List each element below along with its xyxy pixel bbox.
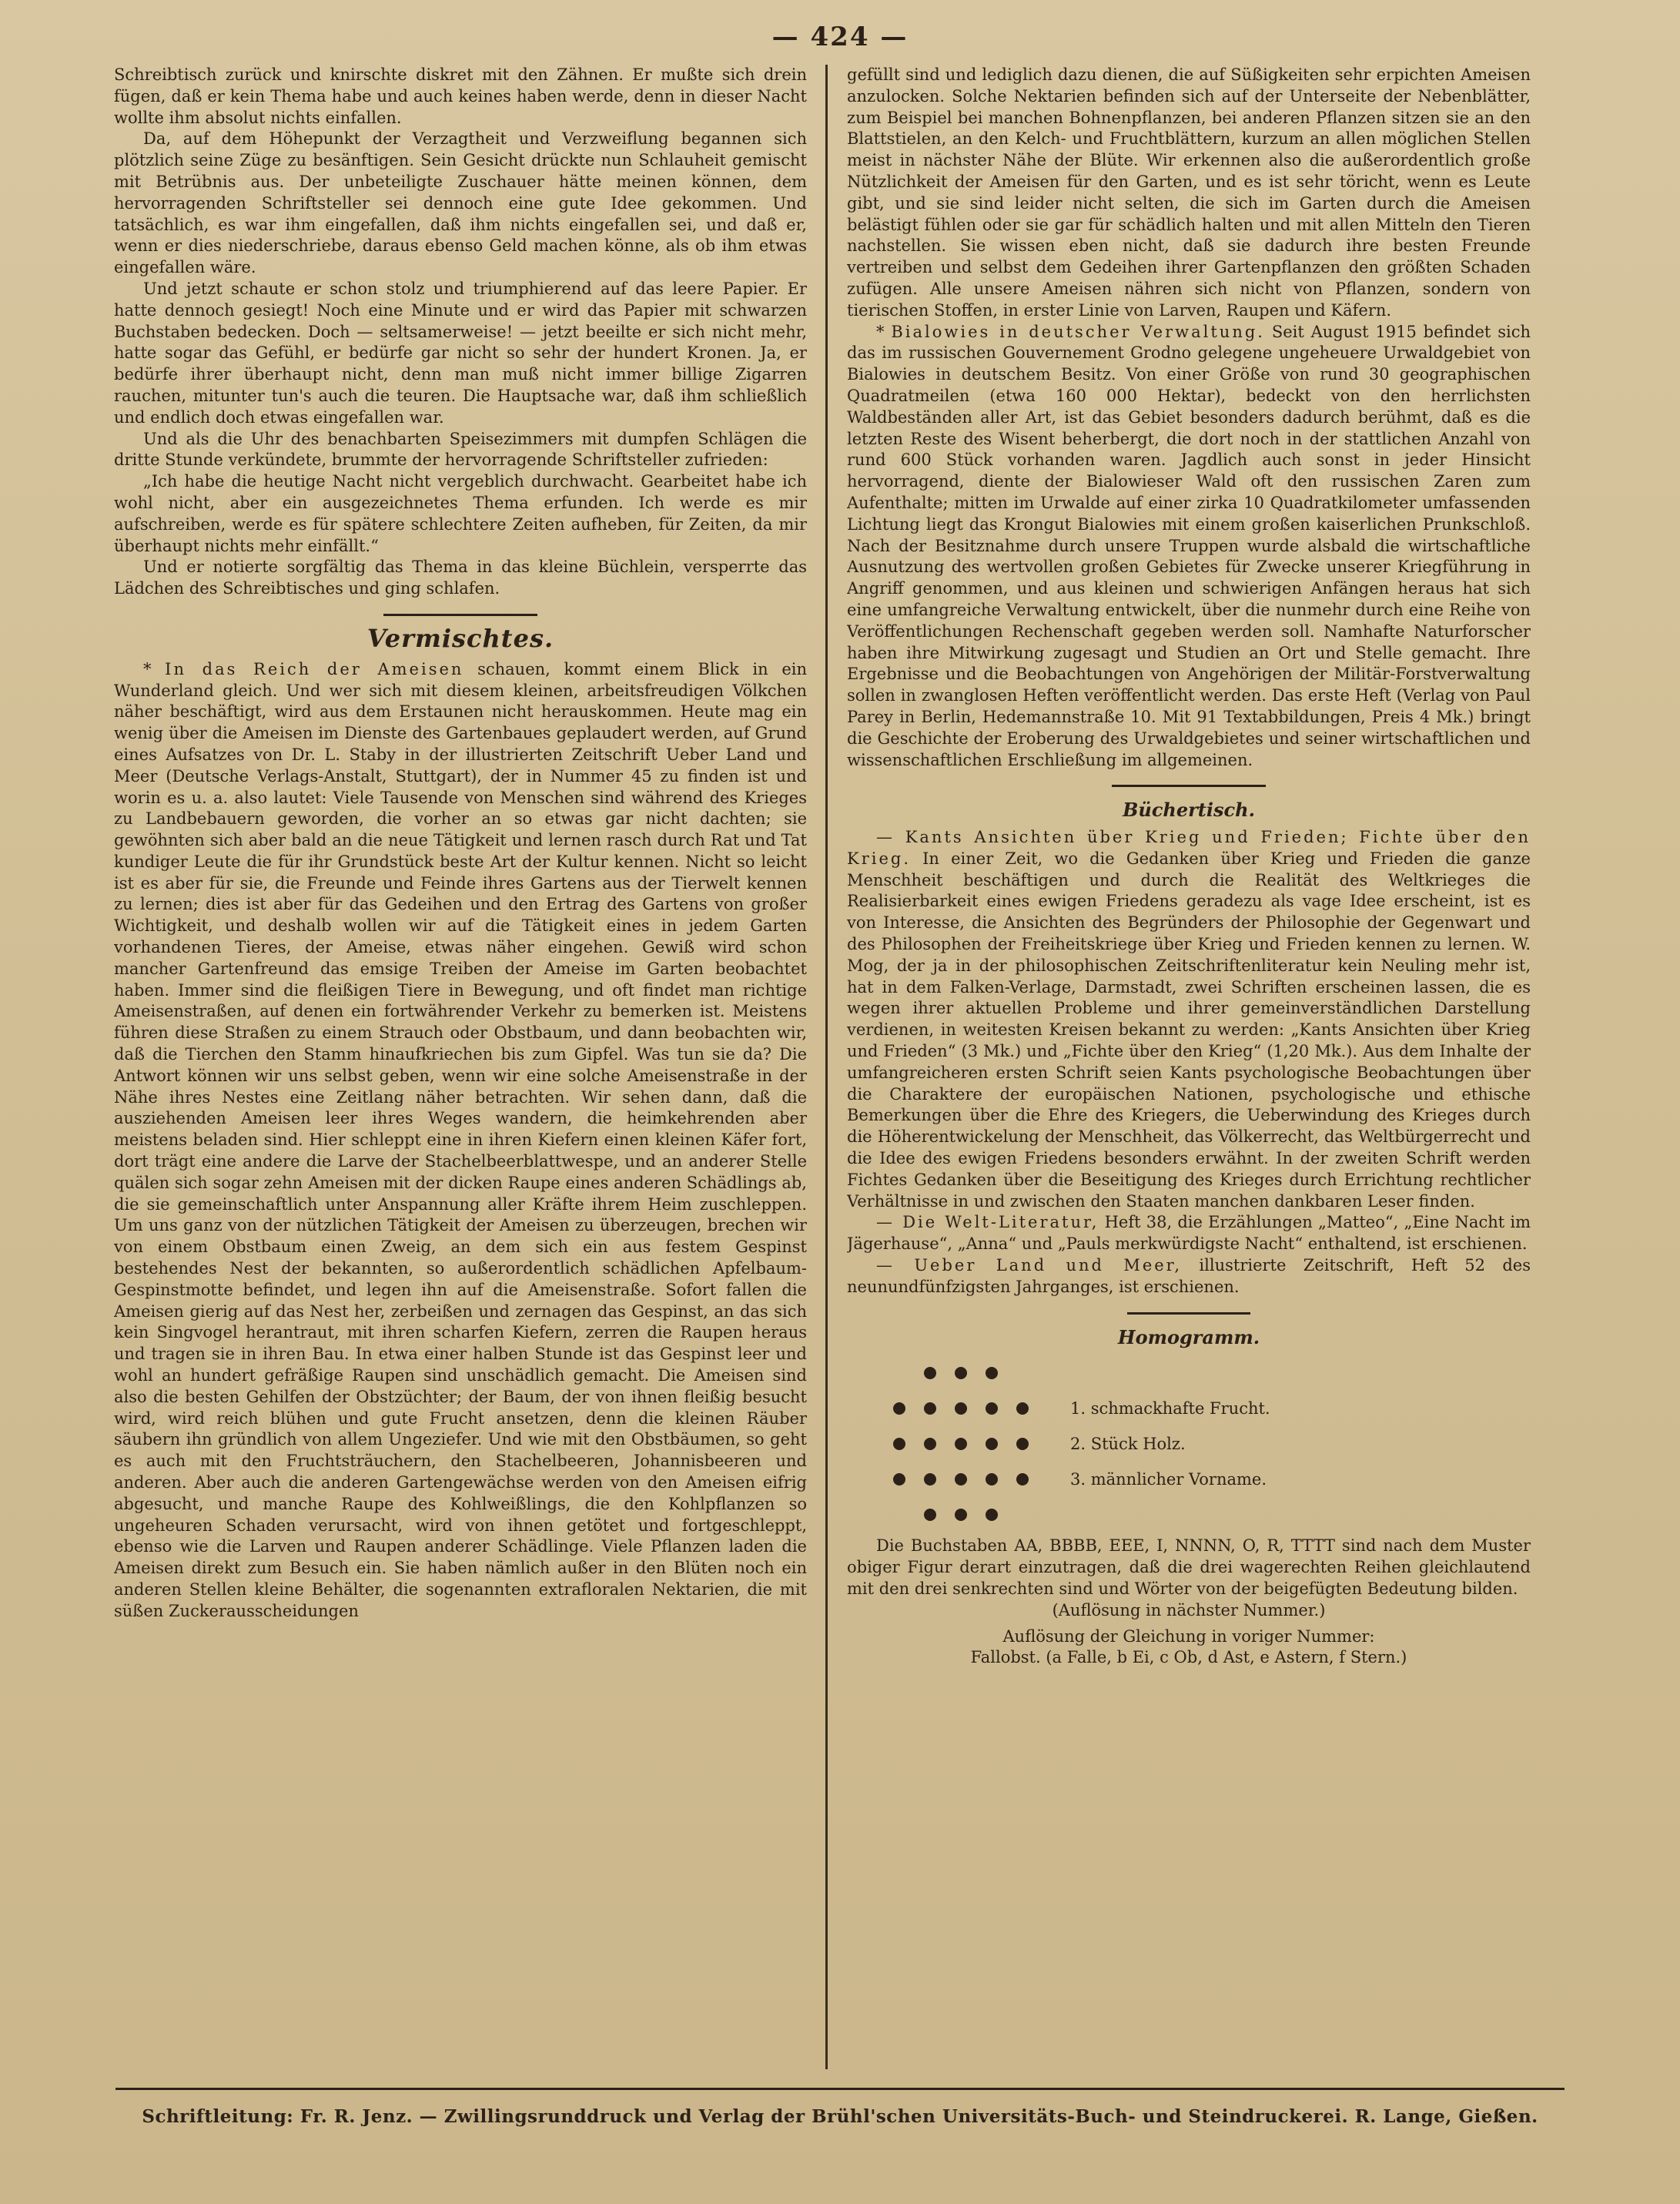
homogramm-dots	[893, 1473, 1070, 1486]
homogramm-instructions: Die Buchstaben AA, BBBB, EEE, I, NNNN, O, R, TTTT sind nach dem Muster obiger Figur derart einzutragen, daß die drei wagerechten Reihen gleichlautend mit den drei senkrechten sind und Wörter von der beigefügten Bedeutung bilden.	[847, 1536, 1531, 1599]
homogramm-clue: 2. Stück Holz.	[1070, 1434, 1186, 1453]
review-title: — Die Welt-Literatur,	[876, 1213, 1099, 1232]
letter-dot	[986, 1402, 998, 1415]
imprint-footer: Schriftleitung: Fr. R. Jenz. — Zwillingsrunddruck und Verlag der Brühl'schen Universitäts-Buch- und Steindruckerei. R. Lange, Gießen.	[142, 2106, 1538, 2127]
letter-dot	[893, 1438, 905, 1450]
footer-rule	[115, 2088, 1565, 2090]
letter-dot	[986, 1509, 998, 1521]
letter-dot	[986, 1438, 998, 1450]
letter-dot	[924, 1473, 936, 1486]
homogramm-row	[893, 1497, 1531, 1532]
letter-dot	[1016, 1438, 1029, 1450]
letter-dot	[1016, 1473, 1029, 1486]
homogramm-clue: 1. schmackhafte Frucht.	[1070, 1398, 1270, 1418]
letter-dot	[955, 1402, 967, 1415]
section-separator	[383, 614, 537, 616]
letter-dot	[924, 1367, 936, 1379]
book-review-ueberland	[847, 1255, 1531, 1298]
homogramm-dots	[893, 1438, 1070, 1450]
review-title: — Kants Ansichten über Krieg und Frieden; Fichte über den Krieg.	[847, 828, 1531, 868]
article-title: In das Reich der Ameisen	[165, 659, 464, 678]
homogramm-row	[893, 1426, 1531, 1462]
homogramm-dots	[893, 1367, 1101, 1379]
letter-dot	[955, 1473, 967, 1486]
homogramm-clue: 3. männlicher Vorname.	[1070, 1469, 1267, 1489]
section-heading-homogramm: Homogramm.	[1117, 1325, 1260, 1348]
homogramm-row	[893, 1462, 1531, 1497]
section-separator	[1112, 785, 1266, 787]
story-paragraph: Und jetzt schaute er schon stolz und triumphierend auf das leere Papier. Er hatte dennoch gesiegt! Noch eine Minute und er wird das Papier mit schwarzen Buchstaben bedecken. Doch — seltsamerweise! — jetzt beeilte er sich nicht mehr, hatte sogar das Gefühl, er bedürfe gar nicht so sehr der hundert Kronen. Ja, er bedürfe ihrer überhaupt nicht, denn man muß nicht immer billige Zigarren rauchen, mitunter tun's auch die teuren. Die Hauptsache war, daß ihm schließlich und endlich doch etwas eingefallen war.	[114, 279, 807, 427]
review-body: Heft 38, die Erzählungen „Matteo“, „Eine Nacht im Jägerhause“, „Anna“ und „Pauls merkwürdigste Nacht“ enthaltend, ist erschienen.	[847, 1213, 1531, 1254]
letter-dot	[986, 1473, 998, 1486]
left-column	[114, 65, 807, 2073]
solution-text: Fallobst. (a Falle, b Ei, c Ob, d Ast, e Astern, f Stern.)	[970, 1648, 1407, 1667]
homogramm-solution-note: (Auflösung in nächster Nummer.)	[1052, 1600, 1326, 1620]
story-paragraph: Schreibtisch zurück und knirschte diskret mit den Zähnen. Er mußte sich drein fügen, daß er kein Thema habe und auch keines haben werde, denn in dieser Nacht wollte ihm absolut nichts einfallen.	[114, 65, 807, 127]
book-review-kant	[847, 827, 1531, 1212]
book-review-weltliteratur	[847, 1212, 1531, 1255]
letter-dot	[893, 1402, 905, 1415]
homogramm-row	[893, 1391, 1531, 1426]
article-body: Seit August 1915 befindet sich das im russischen Gouvernement Grodno gelegene ungeheuere Urwaldgebiet von Bialowies in deutschem Besitz. Von einer Größe von rund 30 geographischen Quadratmeilen (etwa 160 000 Hektar), bedeckt von den herrlichsten Waldbeständen aller Art, ist das Gebiet besonders dadurch berühmt, daß es die letzten Reste des Wisent beherbergt, die dort noch in der stattlichen Anzahl von rund 600 Stück vorhanden waren. Jagdlich auch sonst in jeder Hinsicht hervorragend, diente der Bialowieser Wald oft den russischen Zaren zum Aufenthalte; mitten im Urwalde auf einer zirka 10 Quadratkilometer umfassenden Lichtung liegt das Krongut Bialowies mit einem großen kaiserlichen Prunkschloß. Nach der Besitznahme durch unsere Truppen wurde alsbald die wirtschaftliche Ausnutzung des wertvollen großen Gebietes für Zwecke unserer Kriegführung in Angriff genommen, und aus kleinen und schwierigen Anfängen heraus hat sich eine umfangreiche Verwaltung entwickelt, über die nunmehr durch eine Reihe von Veröffentlichungen Rechenschaft gegeben werden soll. Namhafte Naturforscher haben ihre Mitwirkung zugesagt und Studien an Ort und Stelle gemacht. Ihre Ergebnisse und die Beobachtungen von Angehörigen der Militär-Forstverwaltung sollen in zwanglosen Heften veröffentlicht werden. Das erste Heft (Verlag von Paul Parey in Berlin, Hedemannstraße 10. Mit 91 Textabbildungen, Preis 4 Mk.) bringt die Geschichte der Eroberung des Urwaldgebietes und seiner wirtschaftlichen und wissenschaftlichen Erschließung im allgemeinen.	[847, 322, 1531, 769]
letter-dot	[955, 1438, 967, 1450]
letter-dot	[1016, 1402, 1029, 1415]
story-paragraph: Und er notierte sorgfältig das Thema in das kleine Büchlein, versperrte das Lädchen des Schreibtisches und ging schlafen.	[114, 558, 807, 598]
article-body: schauen, kommt einem Blick in ein Wunderland gleich. Und wer sich mit diesem kleinen, arbeitsfreudigen Völkchen näher beschäftigt, wird aus dem Erstaunen nicht herauskommen. Heute mag ein wenig über die Ameisen im Dienste des Gartenbaues geplaudert werden, auf Grund eines Aufsatzes von Dr. L. Staby in der illustrierten Zeitschrift Ueber Land und Meer (Deutsche Verlags-Anstalt, Stuttgart), der in Nummer 45 zu finden ist und worin es u. a. also lautet: Viele Tausende von Menschen sind während des Krieges zu Landbebauern geworden, die vorher an so etwas gar nicht dachten; sie gewöhnten sich aber bald an die neue Tätigkeit und lernen rasch durch Rat und Tat kundiger Leute die für ihr Grundstück beste Art der Kultur kennen. Nicht so leicht ist es aber für sie, die Freunde und Feinde ihres Gartens aus der Tierwelt kennen zu lernen; dies ist aber für das Gedeihen und den Ertrag des Gartens von großer Wichtigkeit, und deshalb wollen wir auf die Tätigkeit eines in jedem Garten vorhandenen Tieres, der Ameise, etwas näher eingehen. Gewiß wird schon mancher Gartenfreund das emsige Treiben der Ameise im Garten beobachtet haben. Immer sind die fleißigen Tiere in Bewegung, und oft findet man richtige Ameisenstraßen, auf denen ein fortwährender Verkehr zu bemerken ist. Meistens führen diese Straßen zu einem Strauch oder Obstbaum, und dann beobachten wir, daß die Tierchen den Stamm hinaufkriechen bis zum Gipfel. Was tun sie da? Die Antwort können wir uns selbst geben, wenn wir eine solche Ameisenstraße in der Nähe ihres Nestes eine Zeitlang näher betrachten. Wir sehen dann, daß die ausziehenden Ameisen leer ihres Weges wandern, die heimkehrenden aber meistens beladen sind. Hier schleppt eine in ihren Kiefern einen kleinen Käfer fort, dort trägt eine andere die Larve der Stachelbeerblattwespe, und an anderer Stelle quälen sich sogar zehn Ameisen mit der dicken Raupe eines anderen Schädlings ab, die sie gemeinschaftlich unter Anspannung aller Kräfte ihrem Heim zuschleppen. Um uns ganz von der nützlichen Tätigkeit der Ameisen zu überzeugen, brechen wir von einem Obstbaum einen Zweig, an dem sich ein aus festem Gespinst bestehendes Nest der bekannten, so außerordentlich schädlichen Apfelbaum-Gespinstmotte befindet, und legen ihn auf die Ameisenstraße. Sofort fallen die Ameisen gierig auf das Nest her, zerbeißen und zernagen das Gespinst, an das sich kein Singvogel herantraut, mit ihren scharfen Kiefern, zerren die Raupen heraus und tragen sie in ihren Bau. In etwa einer halben Stunde ist das Gespinst leer und wohl an hundert gefräßige Raupen sind unschädlich gemacht. Die Ameisen sind also die besten Gehilfen der Obstzüchter; der Baum, der von ihnen fleißig besucht wird, wird reich blühen und gute Frucht ansetzen, denn die kleinen Räuber säubern ihn gründlich von allem Ungeziefer. Und wie mit den Obstbäumen, so geht es auch mit den Fruchtsträuchern, den Stachelbeeren, Johannisbeeren und anderen. Aber auch die anderen Gartengewächse werden von den Ameisen eifrig abgesucht, und manche Raupe des Kohlweißlings, die den Kohlpflanzen so ungeheuren Schaden verursacht, wird von ihnen getötet und fortgeschleppt, ebenso wie die Larven und Raupen anderer Schädlinge. Viele Pflanzen laden die Ameisen direkt zum Besuch ein. Sie haben nämlich außer in den Blüten noch ein anderen Stellen kleine Behälter, die sogenannten extrafloralen Nektarien, die mit süßen Zuckerausscheidungen	[114, 659, 807, 1620]
homogramm-row	[893, 1355, 1531, 1391]
story-paragraph: Und als die Uhr des benachbarten Speisezimmers mit dumpfen Schlägen die dritte Stunde verkündete, brummte der hervorragende Schriftsteller zufrieden:	[114, 429, 807, 470]
letter-dot	[924, 1509, 936, 1521]
homogramm-dots	[893, 1509, 1101, 1521]
article-title: Bialowies in deutscher Verwaltung.	[891, 322, 1265, 341]
article-ameisen: * In das Reich der Ameisen schauen, kommt einem Blick in ein Wunderland gleich. Und wer sich mit diesem kleinen, arbeitsfreudigen Völkchen näher beschäftigt, wird aus dem Erstaunen nicht herauskommen. Heute mag ein wenig über die Ameisen im Dienste des Gartenbaues geplaudert werden, auf Grund eines Aufsatzes von Dr. L. Staby in der illustrierten Zeitschrift Ueber Land und Meer (Deutsche Verlags-Anstalt, Stuttgart), der in Nummer 45 zu finden ist und worin es u. a. also lautet: Viele Tausende von Menschen sind während des Krieges zu Landbebauern geworden, die vorher an so etwas gar nicht dachten; sie gewöhnten sich aber bald an die neue Tätigkeit und lernen rasch durch Rat und Tat kundiger Leute die für ihr Grundstück beste Art der Kultur kennen. Nicht so leicht ist es aber für sie, die Freunde und Feinde ihres Gartens aus der Tierwelt kennen zu lernen; dies ist aber für das Gedeihen und den Ertrag des Gartens von großer Wichtigkeit, und deshalb wollen wir auf die Tätigkeit eines in jedem Garten vorhandenen Tieres, der Ameise, etwas näher eingehen. Gewiß wird schon mancher Gartenfreund das emsige Treiben der Ameise im Garten beobachtet haben. Immer sind die fleißigen Tiere in Bewegung, und oft findet man richtige Ameisenstraßen, auf denen ein fortwährender Verkehr zu bemerken ist. Meistens führen diese Straßen zu einem Strauch oder Obstbaum, und dann beobachten wir, daß die Tierchen den Stamm hinaufkriechen bis zum Gipfel. Was tun sie da? Die Antwort können wir uns selbst geben, wenn wir eine solche Ameisenstraße in der Nähe ihres Nestes eine Zeitlang näher betrachten. Wir sehen dann, daß die ausziehenden Ameisen leer ihres Weges wandern, die heimkehrenden aber meistens beladen sind. Hier schleppt eine in ihren Kiefern einen kleinen Käfer fort, dort trägt eine andere die Larve der Stachelbeerblattwespe, und an anderer Stelle quälen sich sogar zehn Ameisen mit der dicken Raupe eines anderen Schädlings ab, die sie gemeinschaftlich unter Anspannung aller Kräfte ihrem Heim zuschleppen. Um uns ganz von der nützlichen Tätigkeit der Ameisen zu überzeugen, brechen wir von einem Obstbaum einen Zweig, an dem sich ein aus festem Gespinst bestehendes Nest der bekannten, so außerordentlich schädlichen Apfelbaum-Gespinstmotte befindet, und legen ihn auf die Ameisenstraße. Sofort fallen die Ameisen gierig auf das Nest her, zerbeißen und zernagen das Gespinst, an das sich kein Singvogel herantraut, mit ihren scharfen Kiefern, zerren die Raupen heraus und tragen sie in ihren Bau. In etwa einer halben Stunde ist das Gespinst leer und wohl an hundert gefräßige Raupen sind unschädlich gemacht. Die Ameisen sind also die besten Gehilfen der Obstzüchter; der Baum, der von ihnen fleißig besucht wird, wird reich blühen und gute Frucht ansetzen, denn die kleinen Räuber säubern ihn gründlich von allem Ungeziefer. Und wie mit den Obstbäumen, so geht es auch mit den Fruchtsträuchern, den Stachelbeeren, Johannisbeeren und anderen. Aber auch die anderen Gartengewächse werden von den Ameisen eifrig abgesucht, und manche Raupe des Kohlweißlings, die den Kohlpflanzen so ungeheuren Schaden verursacht, wird von ihnen getötet und fortgeschleppt, ebenso wie die Larven und Raupen anderer Schädlinge. Viele Pflanzen laden die Ameisen direkt zum Besuch ein. Sie haben nämlich außer in den Blüten noch ein anderen Stellen kleine Behälter, die sogenannten extrafloralen Nektarien, die mit süßen Zuckerausscheidungen	[114, 659, 807, 1620]
letter-dot	[924, 1402, 936, 1415]
story-paragraph: Da, auf dem Höhepunkt der Verzagtheit und Verzweiflung begannen sich plötzlich seine Züge zu besänftigen. Sein Gesicht drückte nun Schlauheit gemischt mit Betrübnis aus. Der unbeteiligte Zuschauer hätte meinen können, dem hervorragenden Schriftsteller sei dennoch eine gute Idee gekommen. Und tatsächlich, es war ihm eingefallen, daß ihm nichts eingefallen sei, und daß er, wenn er dies niederschriebe, daraus ebenso Geld machen könne, als ob ihm etwas eingefallen wäre.	[114, 129, 807, 277]
review-body: illustrierte Zeitschrift, Heft 52 des neunundfünfzigsten Jahrganges, ist erschienen.	[847, 1256, 1531, 1296]
review-body: In einer Zeit, wo die Gedanken über Krieg und Frieden die ganze Menschheit beschäftigen und durch die Realität des Weltkrieges die Realisierbarkeit eines ewigen Friedens geradezu als vage Idee erscheint, ist es von Interesse, die Ansichten des Begründers der Philosophie der Gegenwart und des Philosophen der Freiheitskriege über Krieg und Frieden kennen zu lernen. W. Mog, der ja in der philosophischen Zeitschriftenliteratur kein Neuling mehr ist, hat in dem Falken-Verlage, Darmstadt, zwei Schriften erscheinen lassen, die es wegen ihrer aktuellen Probleme und ihrer gemeinverständlichen Darstellung verdienen, in weitesten Kreisen bekannt zu werden: „Kants Ansichten über Krieg und Frieden“ (3 Mk.) und „Fichte über den Krieg“ (1,20 Mk.). Aus dem Inhalte der umfangreicheren ersten Schrift seien Kants psychologische Beobachtungen über die Charaktere der europäischen Nationen, psychologische und ethische Bemerkungen über die Ehre des Kriegers, die Ueberwindung des Krieges durch die Höherentwickelung der Menschheit, das Völkerrecht, das Weltbürgerrecht und die Idee des ewigen Friedens besonders erwähnt. In der zweiten Schrift werden Fichtes Gedanken über die Beseitigung des Krieges durch Errichtung rechtlicher Verhältnisse in und zwischen den Staaten manchen dankbaren Leser finden.	[847, 849, 1531, 1211]
page-number: — 424 —	[771, 22, 909, 52]
solution-heading: Auflösung der Gleichung in voriger Nummer:	[1002, 1626, 1375, 1646]
homogramm-dots	[893, 1402, 1070, 1415]
section-heading-buechertisch: Büchertisch.	[1123, 799, 1255, 822]
letter-dot	[986, 1367, 998, 1379]
story-paragraph: „Ich habe die heutige Nacht nicht vergeblich durchwacht. Gearbeitet habe ich wohl nicht, aber ein ausgezeichnetes Thema erfunden. Ich werde es mir aufschreiben, werde es für spätere schlechtere Zeiten aufheben, für Zeiten, da mir überhaupt nichts mehr einfällt.“	[114, 472, 807, 555]
right-column	[847, 65, 1531, 2073]
article-ameisen-continued: gefüllt sind und lediglich dazu dienen, die auf Süßigkeiten sehr erpichten Ameisen anzulocken. Solche Nektarien befinden sich auf der Unterseite der Nebenblätter, zum Beispiel bei manchen Bohnenpflanzen, bei anderen Pflanzen sitzen sie an den Blattstielen, an den Kelch- und Fruchtblättern, kurzum an allen möglichen Stellen meist in nächster Nähe der Blüte. Wir erkennen also die außerordentlich große Nützlichkeit der Ameisen für den Garten, und es ist sehr töricht, wenn es Leute gibt, und sie sind leider nicht selten, die sich im Garten durch die Ameisen belästigt fühlen oder sie gar für schädlich halten und mit allen Mitteln den Tieren nachstellen. Sie wissen eben nicht, daß sie dadurch ihre besten Freunde vertreiben und selbst dem Gedeihen ihrer Gartenpflanzen den größten Schaden zufügen. Alle unsere Ameisen nähren sich nicht von Pflanzen, sondern von tierischen Stoffen, in erster Linie von Larven, Raupen und Käfern.	[847, 65, 1531, 320]
column-divider	[825, 65, 828, 2069]
letter-dot	[955, 1509, 967, 1521]
review-title: — Ueber Land und Meer,	[876, 1256, 1183, 1275]
section-heading-vermischtes: Vermischtes.	[366, 623, 554, 653]
section-separator	[1127, 1312, 1250, 1315]
letter-dot	[955, 1367, 967, 1379]
letter-dot	[893, 1473, 905, 1486]
article-bialowies: * Bialowies in deutscher Verwaltung. Seit August 1915 befindet sich das im russischen Gouvernement Grodno gelegene ungeheuere Urwaldgebiet von Bialowies in deutschem Besitz. Von einer Größe von rund 30 geographischen Quadratmeilen (etwa 160 000 Hektar), bedeckt von den herrlichsten Waldbeständen aller Art, ist das Gebiet besonders dadurch berühmt, daß es die letzten Reste des Wisent beherbergt, die dort noch in der stattlichen Anzahl von rund 600 Stück vorhanden waren. Jagdlich auch sonst in jeder Hinsicht hervorragend, diente der Bialowieser Wald oft den russischen Zaren zum Aufenthalte; mitten im Urwalde auf einer zirka 10 Quadratkilometer umfassenden Lichtung liegt das Krongut Bialowies mit einem großen kaiserlichen Prunkschloß. Nach der Besitznahme durch unsere Truppen wurde alsbald die wirtschaftliche Ausnutzung des wertvollen großen Gebietes für Zwecke unserer Kriegführung in Angriff genommen, und aus kleinen und schwierigen Anfängen heraus hat sich eine umfangreiche Verwaltung entwickelt, über die nunmehr durch eine Reihe von Veröffentlichungen Rechenschaft gegeben werden soll. Namhafte Naturforscher haben ihre Mitwirkung zugesagt und Studien an Ort und Stelle gemacht. Ihre Ergebnisse und die Beobachtungen von Angehörigen der Militär-Forstverwaltung sollen in zwanglosen Heften veröffentlicht werden. Das erste Heft (Verlag von Paul Parey in Berlin, Hedemannstraße 10. Mit 91 Textabbildungen, Preis 4 Mk.) bringt die Geschichte der Eroberung des Urwaldgebietes und seiner wirtschaftlichen und wissenschaftlichen Erschließung im allgemeinen.	[847, 322, 1531, 769]
letter-dot	[924, 1438, 936, 1450]
homogramm-figure	[893, 1355, 1531, 1532]
